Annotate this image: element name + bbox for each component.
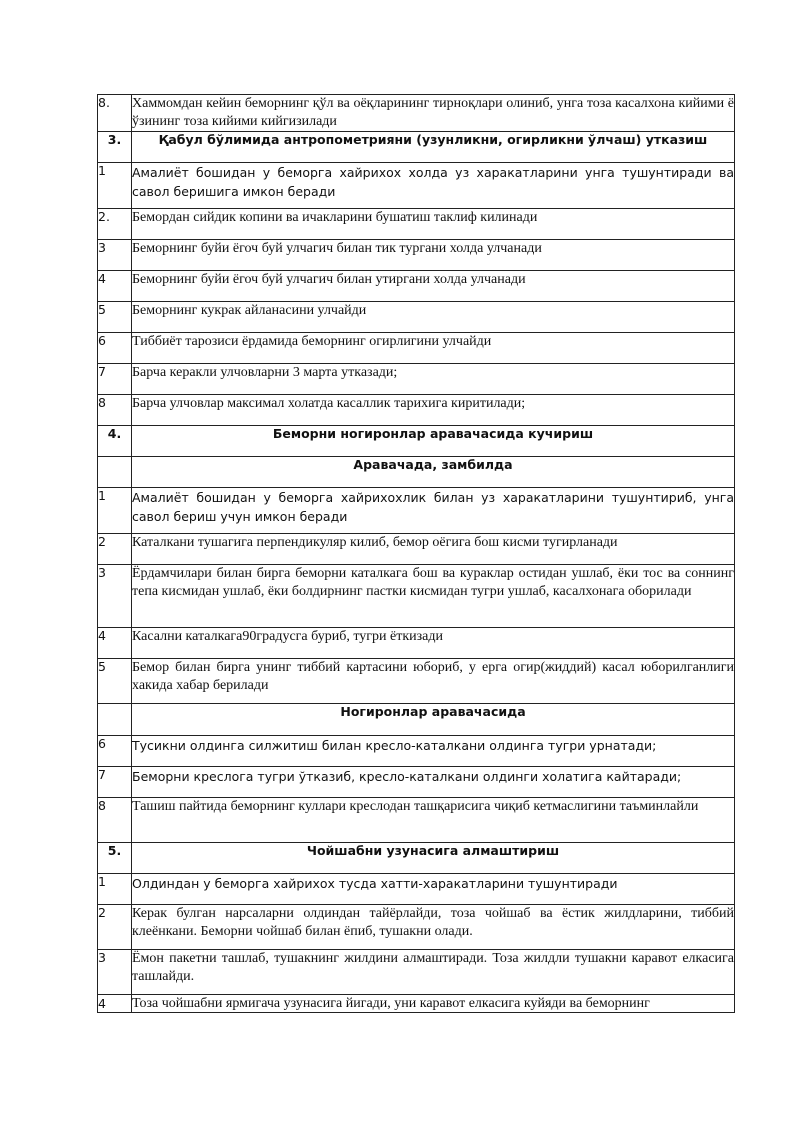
table-row xyxy=(98,333,735,364)
table-row xyxy=(98,534,735,565)
row-text: Ёрдамчилари билан бирга беморни каталкага бош ва кураклар остидан ушлаб, ёки тос ва соннинг тепа кисмидан ушлаб, ёки болдирнинг пастки кисмидан тугри ушлаб, касалхонага оборилади xyxy=(132,565,735,628)
row-text: Беморнинг кукрак айланасини улчайди xyxy=(132,302,735,333)
table-row xyxy=(98,364,735,395)
section-row xyxy=(98,426,735,457)
row-text: Ташиш пайтида беморнинг куллари креслодан ташқарисига чиқиб кетмаслигини таъминлайли xyxy=(132,798,735,843)
row-text: Беморнинг буйи ёгоч буй улчагич билан тик тургани холда улчанади xyxy=(132,240,735,271)
subsection-title: Ногиронлар аравачасида xyxy=(132,704,735,736)
row-number: 6 xyxy=(98,333,132,364)
table-row xyxy=(98,628,735,659)
row-number: 3 xyxy=(98,565,132,628)
table-row xyxy=(98,209,735,240)
table-row xyxy=(98,798,735,843)
row-number: 3 xyxy=(98,240,132,271)
table-row xyxy=(98,874,735,905)
row-text: Барча керакли улчовларни 3 марта утказади; xyxy=(132,364,735,395)
procedure-table xyxy=(97,94,735,1013)
row-number: 2. xyxy=(98,209,132,240)
section-row xyxy=(98,843,735,874)
row-text: Барча улчовлар максимал холатда касаллик тарихига киритилади; xyxy=(132,395,735,426)
row-text: Тоза чойшабни ярмигача узунасига йигади, уни каравот елкасига куйяди ва беморнинг xyxy=(132,995,735,1013)
table-row xyxy=(98,240,735,271)
row-number: 4 xyxy=(98,995,132,1013)
row-text: Тиббиёт тарозиси ёрдамида беморнинг огирлигини улчайди xyxy=(132,333,735,364)
row-text: Бемор билан бирга унинг тиббий картасини юбориб, у ерга огир(жиддий) касал юборилганлиги хакида хабар берилади xyxy=(132,659,735,704)
table-row xyxy=(98,950,735,995)
row-text: Хаммомдан кейин беморнинг қўл ва оёқларининг тирноқлари олиниб, унга тоза касалхона кийими ё ўзининг тоза кийими кийгизилади xyxy=(132,95,735,132)
section-number xyxy=(98,457,132,488)
row-number: 8 xyxy=(98,395,132,426)
section-number xyxy=(98,704,132,736)
row-number: 1 xyxy=(98,163,132,209)
row-text: Беморни креслога тугри ўтказиб, кресло-каталкани олдинги холатига кайтаради; xyxy=(132,767,735,798)
table-row xyxy=(98,905,735,950)
subsection-row xyxy=(98,457,735,488)
row-text: Керак булган нарсаларни олдиндан тайёрлайди, тоза чойшаб ва ёстик жилдларини, тиббий клеёнкани. Беморни чойшаб билан ёпиб, тушакни олади. xyxy=(132,905,735,950)
row-text: Олдиндан у беморга хайрихох тусда хатти-харакатларини тушунтиради xyxy=(132,874,735,905)
row-text: Тусикни олдинга силжитиш билан кресло-каталкани олдинга тугри урнатади; xyxy=(132,736,735,767)
row-text: Бемордан сийдик копини ва ичакларини бушатиш таклиф килинади xyxy=(132,209,735,240)
subsection-row xyxy=(98,704,735,736)
table-row xyxy=(98,767,735,798)
section-number: 5. xyxy=(98,843,132,874)
section-title: Беморни ногиронлар аравачасида кучириш xyxy=(132,426,735,457)
table-row xyxy=(98,302,735,333)
row-number: 1 xyxy=(98,874,132,905)
table-row xyxy=(98,95,735,132)
row-number: 2 xyxy=(98,905,132,950)
row-number: 5 xyxy=(98,302,132,333)
row-text: Амалиёт бошидан у беморга хайрихохлик билан уз харакатларини тушунтириб, унга савол бериш учун имкон беради xyxy=(132,488,735,534)
row-number: 2 xyxy=(98,534,132,565)
row-text: Каталкани тушагига перпендикуляр килиб, бемор оёгига бош кисми тугирланади xyxy=(132,534,735,565)
row-number: 8 xyxy=(98,798,132,843)
table-row xyxy=(98,488,735,534)
row-text: Амалиёт бошидан у беморга хайрихох холда уз харакатларини унга тушунтиради ва савол беришига имкон беради xyxy=(132,163,735,209)
row-number: 3 xyxy=(98,950,132,995)
row-number: 1 xyxy=(98,488,132,534)
row-number: 4 xyxy=(98,628,132,659)
row-number: 7 xyxy=(98,767,132,798)
section-title: Чойшабни узунасига алмаштириш xyxy=(132,843,735,874)
row-number: 8. xyxy=(98,95,132,132)
row-text: Касални каталкага90градусга буриб, тугри ёткизади xyxy=(132,628,735,659)
section-number: 3. xyxy=(98,132,132,163)
row-number: 5 xyxy=(98,659,132,704)
table-row xyxy=(98,163,735,209)
subsection-title: Аравачада, замбилда xyxy=(132,457,735,488)
table-row xyxy=(98,395,735,426)
row-number: 4 xyxy=(98,271,132,302)
row-text: Беморнинг буйи ёгоч буй улчагич билан утиргани холда улчанади xyxy=(132,271,735,302)
table-row xyxy=(98,565,735,628)
table-row xyxy=(98,659,735,704)
table-row xyxy=(98,736,735,767)
table-row xyxy=(98,995,735,1013)
row-number: 7 xyxy=(98,364,132,395)
section-number: 4. xyxy=(98,426,132,457)
row-text: Ёмон пакетни ташлаб, тушакнинг жилдини алмаштиради. Тоза жилдли тушакни каравот елкасига ташлайди. xyxy=(132,950,735,995)
row-number: 6 xyxy=(98,736,132,767)
section-row xyxy=(98,132,735,163)
table-row xyxy=(98,271,735,302)
section-title: Қабул бўлимида антропометрияни (узунликни, огирликни ўлчаш) утказиш xyxy=(132,132,735,163)
